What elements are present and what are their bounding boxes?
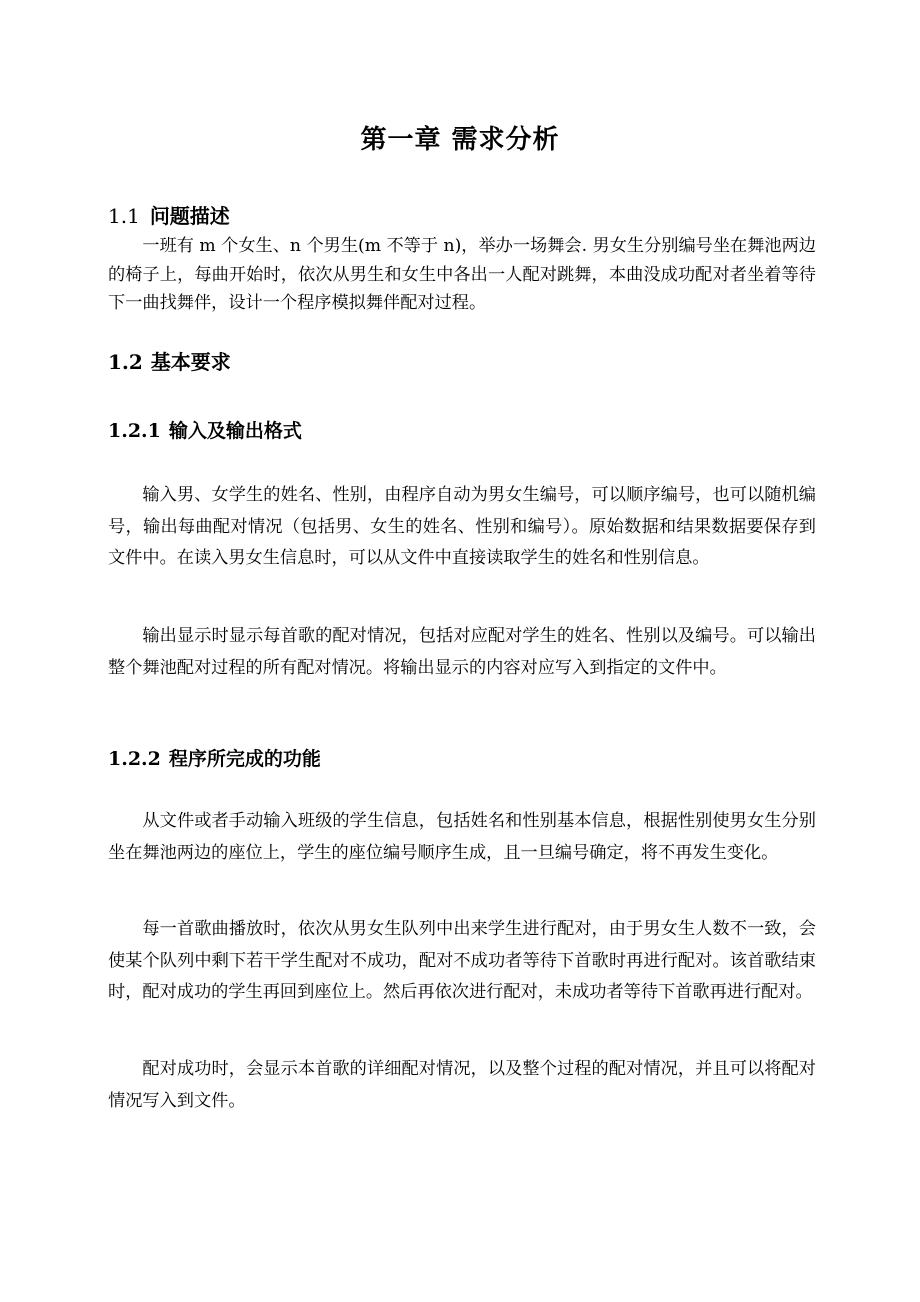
paragraph: 一班有 m 个女生、n 个男生(m 不等于 n)，举办一场舞会. 男女生分别编号坐在舞池两边的椅子上，每曲开始时，依次从男生和女生中各出一人配对跳舞，本曲没成功配对者坐着等待下一曲找舞伴，设计一个程序模拟舞伴配对过程。 [108,236,816,313]
paragraph: 输出显示时显示每首歌的配对情况，包括对应配对学生的姓名、性别以及编号。可以输出整个舞池配对过程的所有配对情况。将输出显示的内容对应写入到指定的文件中。 [108,626,816,678]
section-title: 问题描述 [149,204,230,228]
subsection-number: 1.2.2 [108,748,161,770]
paragraph: 输入男、女学生的姓名、性别，由程序自动为男女生编号，可以顺序编号，也可以随机编号，输出每曲配对情况（包括男、女生的姓名、性别和编号）。原始数据和结果数据要保存到文件中。在读入男女生信息时，可以从文件中直接读取学生的姓名和性别信息。 [108,485,816,568]
section-title: 基本要求 [150,350,231,374]
paragraph: 配对成功时，会显示本首歌的详细配对情况，以及整个过程的配对情况，并且可以将配对情况写入到文件。 [108,1059,816,1111]
section-heading-1-2 [108,346,231,378]
subsection-heading-1-2-1 [108,416,302,446]
subsection-number: 1.2.1 [108,420,161,442]
subsection-title: 程序所完成的功能 [168,748,321,770]
paragraph: 从文件或者手动输入班级的学生信息，包括姓名和性别基本信息，根据性别使男女生分别坐在舞池两边的座位上，学生的座位编号顺序生成，且一旦编号确定，将不再发生变化。 [108,811,816,863]
chapter-title: 第一章 需求分析 [360,125,560,155]
subsection-heading-1-2-2 [108,744,321,774]
subsection-title: 输入及输出格式 [168,420,302,442]
section-number: 1.1 [108,204,140,228]
section-heading-1-1 [108,200,230,232]
section-number: 1.2 [108,350,143,374]
paragraph: 每一首歌曲播放时，依次从男女生队列中出来学生进行配对，由于男女生人数不一致，会使某个队列中剩下若干学生配对不成功，配对不成功者等待下首歌时再进行配对。该首歌结束时，配对成功的学生再回到座位上。然后再依次进行配对，未成功者等待下首歌再进行配对。 [108,919,816,1002]
